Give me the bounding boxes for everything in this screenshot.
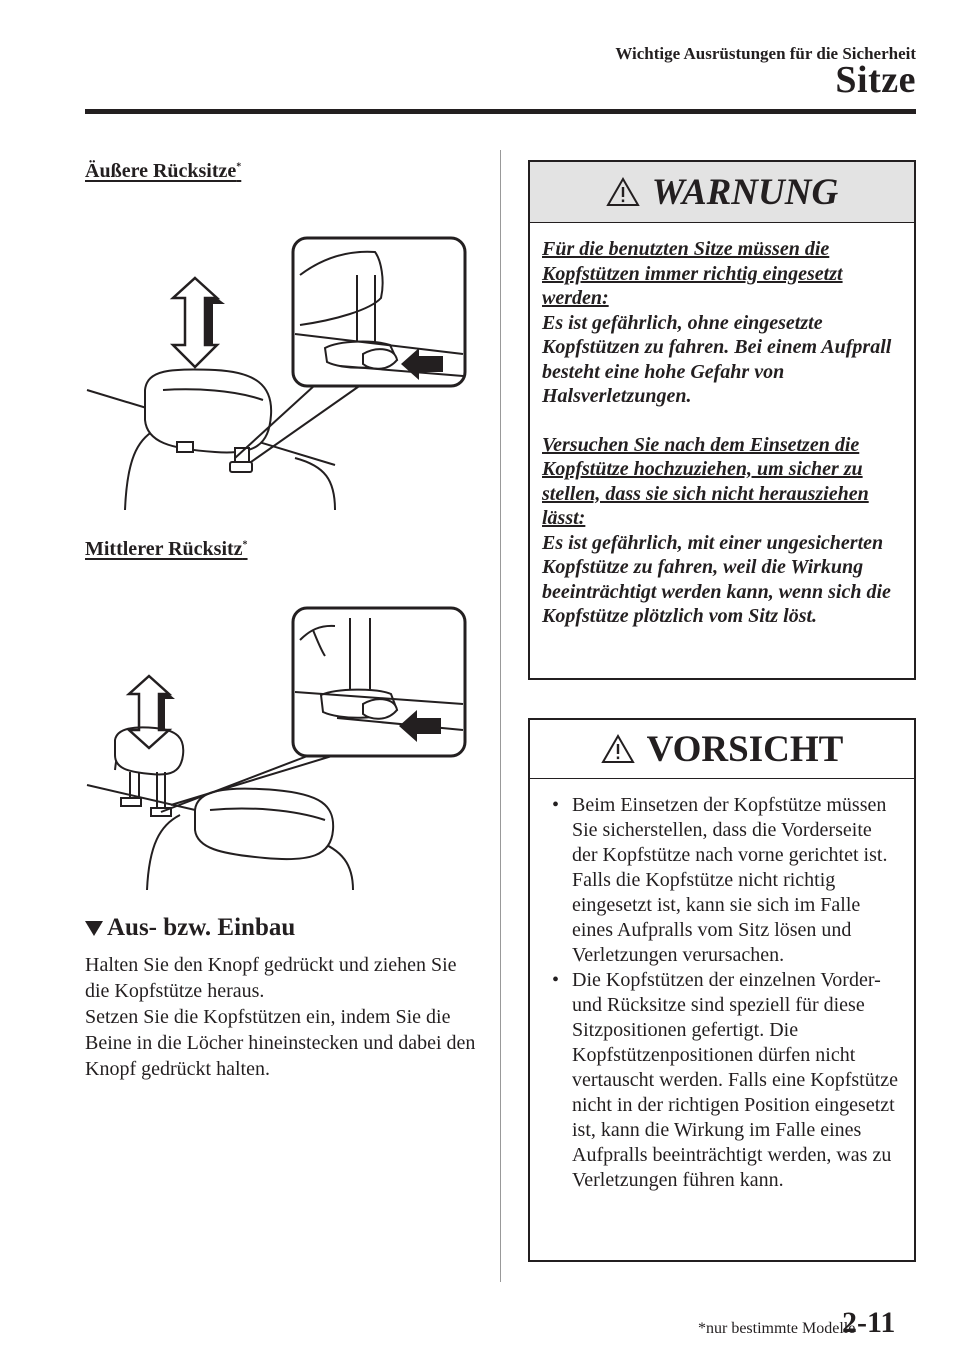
section-header: Wichtige Ausrüstungen für die Sicherheit (615, 44, 916, 63)
column-divider (500, 150, 501, 1282)
caution-box (528, 718, 916, 1262)
warning-box (528, 160, 916, 680)
warning-triangle-icon (601, 734, 635, 764)
paragraph: Setzen Sie die Kopfstützen ein, indem Sie die Beine in die Löcher hineinstecken und dabei den Knopf gedrückt halten. (85, 1006, 476, 1080)
warning-triangle-icon (606, 177, 640, 207)
warning-paragraph: Es ist gefährlich, ohne eingesetzte Kopfstützen zu fahren. Bei einem Aufprall besteht eine hohe Gefahr von Halsverletzungen. (542, 311, 892, 407)
warning-underlined-text: Versuchen Sie nach dem Einsetzen die Kopfstütze hochzuziehen, um sicher zu stellen, dass sie sich nicht herausziehen lässt: (542, 433, 869, 529)
page-number: 2-11 (842, 1306, 896, 1339)
header-rule (85, 109, 916, 114)
outer-seats-label (85, 160, 241, 183)
footnote: *nur bestimmte Modelle (698, 1320, 856, 1337)
list-item (542, 968, 902, 1193)
list-item-text: Beim Einsetzen der Kopfstütze müssen Sie sicherstellen, dass die Vorderseite der Kopfstütze nach vorne gerichtet ist. Falls die Kopfstütze nicht richtig eingesetzt ist, kann sie sich im Falle eines Aufpralls vom Sitz lösen und Verletzungen verursachen. (572, 794, 888, 966)
model-note-mark: * (236, 161, 242, 173)
instructions-text (85, 952, 485, 1082)
warning-header (530, 162, 914, 223)
list-item-text: Die Kopfstützen der einzelnen Vorder- und Rücksitze sind speziell für diese Sitzpositionen gefertigt. Die Kopfstützenpositionen dürfen nicht vertauscht werden. Falls eine Kopfstütze nicht in der richtigen Position eingesetzt ist, kann die Wirkung im Falle eines Aufpralls beeinträchtigt werden, was zu Verletzungen führen kann. (572, 969, 899, 1191)
section-heading-text: Aus- bzw. Einbau (107, 914, 296, 941)
bullet: • (552, 794, 560, 816)
caution-header (530, 720, 914, 779)
list-item (542, 793, 902, 968)
section-heading (85, 914, 295, 942)
warning-paragraph: Es ist gefährlich, mit einer ungesicherten Kopfstütze zu fahren, weil die Wirkung beeinträchtigt werden kann, wenn sich die Kopfstütze plötzlich vom Sitz löst. (542, 531, 891, 627)
triangle-bullet-icon (85, 921, 103, 936)
warning-underlined-text: Für die benutzten Sitze müssen die Kopfstützen immer richtig eingesetzt werden: (542, 238, 843, 309)
outer-seats-label-text: Äußere Rücksitze (85, 160, 237, 182)
middle-seat-label-text: Mittlerer Rücksitz (85, 538, 243, 560)
page-title: Sitze (835, 59, 916, 101)
caution-title: VORSICHT (646, 728, 844, 770)
middle-headrest-illustration (85, 600, 470, 892)
warning-text (530, 223, 914, 643)
outer-headrest-illustration (85, 230, 470, 520)
caution-text (530, 779, 914, 1207)
warning-title: WARNUNG (651, 171, 839, 213)
bullet: • (552, 969, 560, 991)
model-note-mark: * (242, 539, 248, 551)
middle-seat-label (85, 538, 248, 561)
paragraph: Halten Sie den Knopf gedrückt und ziehen Sie die Kopfstütze heraus. (85, 954, 457, 1002)
